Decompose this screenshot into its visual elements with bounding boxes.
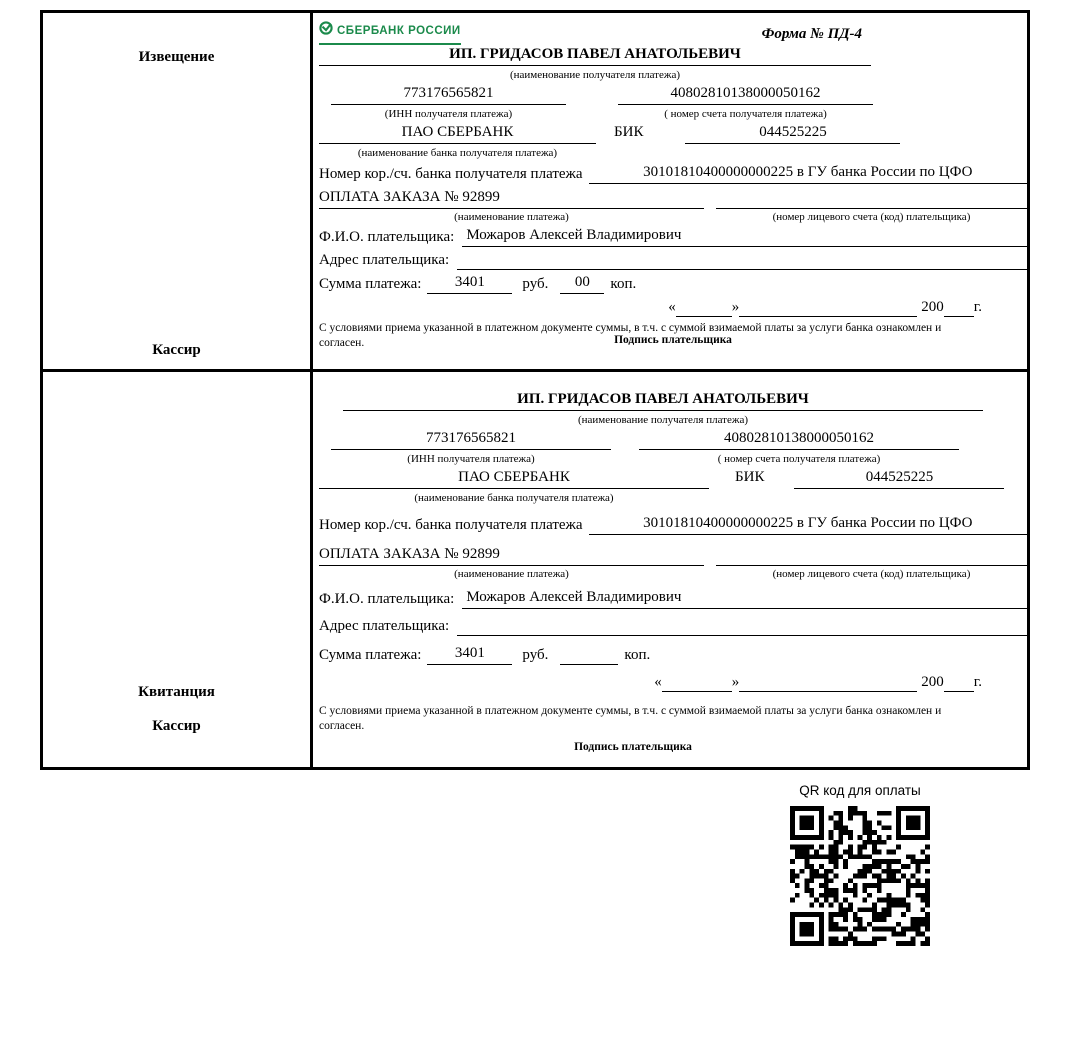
sum-row	[319, 644, 1027, 665]
qr-payment-block	[775, 783, 945, 951]
purpose-row	[319, 545, 1027, 566]
account-caption: ( номер счета получателя платежа)	[717, 453, 881, 465]
date-year-blank	[944, 315, 974, 317]
personal-account-blank	[716, 564, 1027, 566]
cashier-label: Кассир	[152, 718, 201, 734]
sberbank-emblem-icon	[319, 21, 333, 41]
date-row	[319, 298, 1027, 317]
agreement-block	[319, 704, 1027, 757]
signature-label: Подпись плательщика	[614, 334, 732, 346]
agreement-text: С условиями приема указанной в платежном документе суммы, в т.ч. с суммой взимаемой платы за услуги банка ознакомлен и согласен.	[319, 705, 942, 732]
date-month-blank	[739, 690, 917, 692]
payer-label: Ф.И.О. плательщика:	[319, 591, 455, 607]
address-label: Адрес плательщика:	[319, 252, 450, 268]
rub-label: руб.	[522, 647, 549, 663]
agreement-block	[319, 321, 1027, 351]
address-row	[319, 617, 1027, 636]
inn-account-row	[319, 84, 1027, 121]
bank-cell	[319, 468, 709, 505]
bank-row	[319, 468, 1027, 505]
personal-account-blank	[716, 207, 1027, 209]
notice-form	[313, 13, 1027, 369]
corr-label: Номер кор./сч. банка получателя платежа	[319, 166, 583, 182]
signature-label: Подпись плательщика	[574, 741, 692, 753]
rub-label: руб.	[522, 276, 549, 292]
bik-value: 044525225	[794, 468, 1004, 489]
year-prefix: 200	[921, 299, 944, 315]
purpose-captions-row	[319, 210, 1027, 224]
payee-name: ИП. ГРИДАСОВ ПАВЕЛ АНАТОЛЬЕВИЧ	[343, 390, 983, 411]
account-value: 40802810138000050162	[639, 429, 959, 450]
payee-name: ИП. ГРИДАСОВ ПАВЕЛ АНАТОЛЬЕВИЧ	[319, 45, 871, 66]
payee-caption: (наименование получателя платежа)	[509, 69, 681, 81]
personal-account-caption: (номер лицевого счета (код) плательщика)	[772, 211, 971, 223]
bank-caption: (наименование банка получателя платежа)	[414, 492, 614, 504]
date-month-blank	[739, 315, 917, 317]
quote-close: »	[731, 674, 740, 690]
payment-purpose: ОПЛАТА ЗАКАЗА № 92899	[319, 545, 704, 566]
notice-left-column	[43, 13, 313, 369]
date-day-blank	[662, 690, 732, 692]
bank-name: ПАО СБЕРБАНК	[319, 123, 596, 144]
quote-open: «	[654, 674, 662, 690]
receipt-form	[313, 372, 1027, 767]
year-suffix: г.	[973, 299, 982, 315]
receipt-left-column	[43, 372, 313, 767]
cashier-label: Кассир	[152, 342, 201, 358]
inn-caption: (ИНН получателя платежа)	[384, 108, 513, 120]
address-blank	[457, 268, 1027, 270]
kop-label: коп.	[624, 647, 651, 663]
sberbank-logo	[319, 21, 461, 45]
bank-caption: (наименование банка получателя платежа)	[357, 147, 558, 159]
address-row	[319, 251, 1027, 270]
form-number: Форма № ПД-4	[761, 26, 862, 42]
receipt-section	[40, 369, 1030, 770]
purpose-row	[319, 188, 1027, 209]
notice-label: Извещение	[138, 49, 215, 65]
corr-account-row	[319, 163, 1027, 184]
corr-value: 30101810400000000225 в ГУ банка России по ЦФО	[589, 163, 1027, 184]
date-day-blank	[676, 315, 732, 317]
corr-value: 30101810400000000225 в ГУ банка России по ЦФО	[589, 514, 1027, 535]
account-cell	[639, 429, 959, 466]
sum-label: Сумма платежа:	[319, 647, 422, 663]
sum-rubles: 3401	[427, 273, 512, 294]
personal-account-caption: (номер лицевого счета (код) плательщика)	[772, 568, 971, 580]
payer-label: Ф.И.О. плательщика:	[319, 229, 455, 245]
account-caption: ( номер счета получателя платежа)	[664, 108, 827, 120]
purpose-caption: (наименование платежа)	[454, 568, 569, 580]
bik-label: БИК	[735, 469, 765, 485]
bank-name: ПАО СБЕРБАНК	[319, 468, 709, 489]
logo-row	[319, 21, 1027, 45]
bank-cell	[319, 123, 596, 160]
qr-code	[790, 806, 930, 946]
inn-account-row	[319, 429, 1027, 466]
inn-cell	[331, 84, 566, 121]
address-blank	[457, 634, 1027, 636]
corr-label: Номер кор./сч. банка получателя платежа	[319, 517, 583, 533]
kop-label: коп.	[610, 276, 637, 292]
quote-open: «	[668, 299, 676, 315]
payer-name: Можаров Алексей Владимирович	[462, 588, 1027, 609]
notice-section	[40, 10, 1030, 372]
sum-rubles: 3401	[427, 644, 512, 665]
quote-close: »	[731, 299, 740, 315]
sum-kopecks	[560, 663, 618, 665]
inn-value: 773176565821	[331, 429, 611, 450]
payer-name: Можаров Алексей Владимирович	[462, 226, 1027, 247]
sberbank-logo-text: СБЕРБАНК РОССИИ	[337, 24, 461, 37]
account-value: 40802810138000050162	[618, 84, 873, 105]
inn-caption: (ИНН получателя платежа)	[407, 453, 535, 465]
bik-value: 044525225	[685, 123, 900, 144]
bank-row	[319, 123, 1027, 160]
inn-cell	[331, 429, 611, 466]
qr-title: QR код для оплаты	[799, 783, 921, 798]
corr-account-row	[319, 514, 1027, 535]
purpose-caption: (наименование платежа)	[454, 211, 569, 223]
sum-row	[319, 273, 1027, 294]
date-year-blank	[944, 690, 974, 692]
account-cell	[618, 84, 873, 121]
agreement-text: С условиями приема указанной в платежном документе суммы, в т.ч. с суммой взимаемой платы за услуги банка ознакомлен и согласен.	[319, 322, 942, 349]
date-row	[319, 673, 1027, 692]
purpose-captions-row	[319, 567, 1027, 581]
payer-row	[319, 588, 1027, 609]
inn-value: 773176565821	[331, 84, 566, 105]
bik-label: БИК	[614, 124, 644, 140]
payee-caption: (наименование получателя платежа)	[577, 414, 749, 426]
payment-purpose: ОПЛАТА ЗАКАЗА № 92899	[319, 188, 704, 209]
sum-label: Сумма платежа:	[319, 276, 422, 292]
year-prefix: 200	[921, 674, 944, 690]
address-label: Адрес плательщика:	[319, 618, 450, 634]
year-suffix: г.	[973, 674, 982, 690]
receipt-label: Квитанция	[138, 684, 215, 700]
payer-row	[319, 226, 1027, 247]
sum-kopecks: 00	[560, 273, 604, 294]
